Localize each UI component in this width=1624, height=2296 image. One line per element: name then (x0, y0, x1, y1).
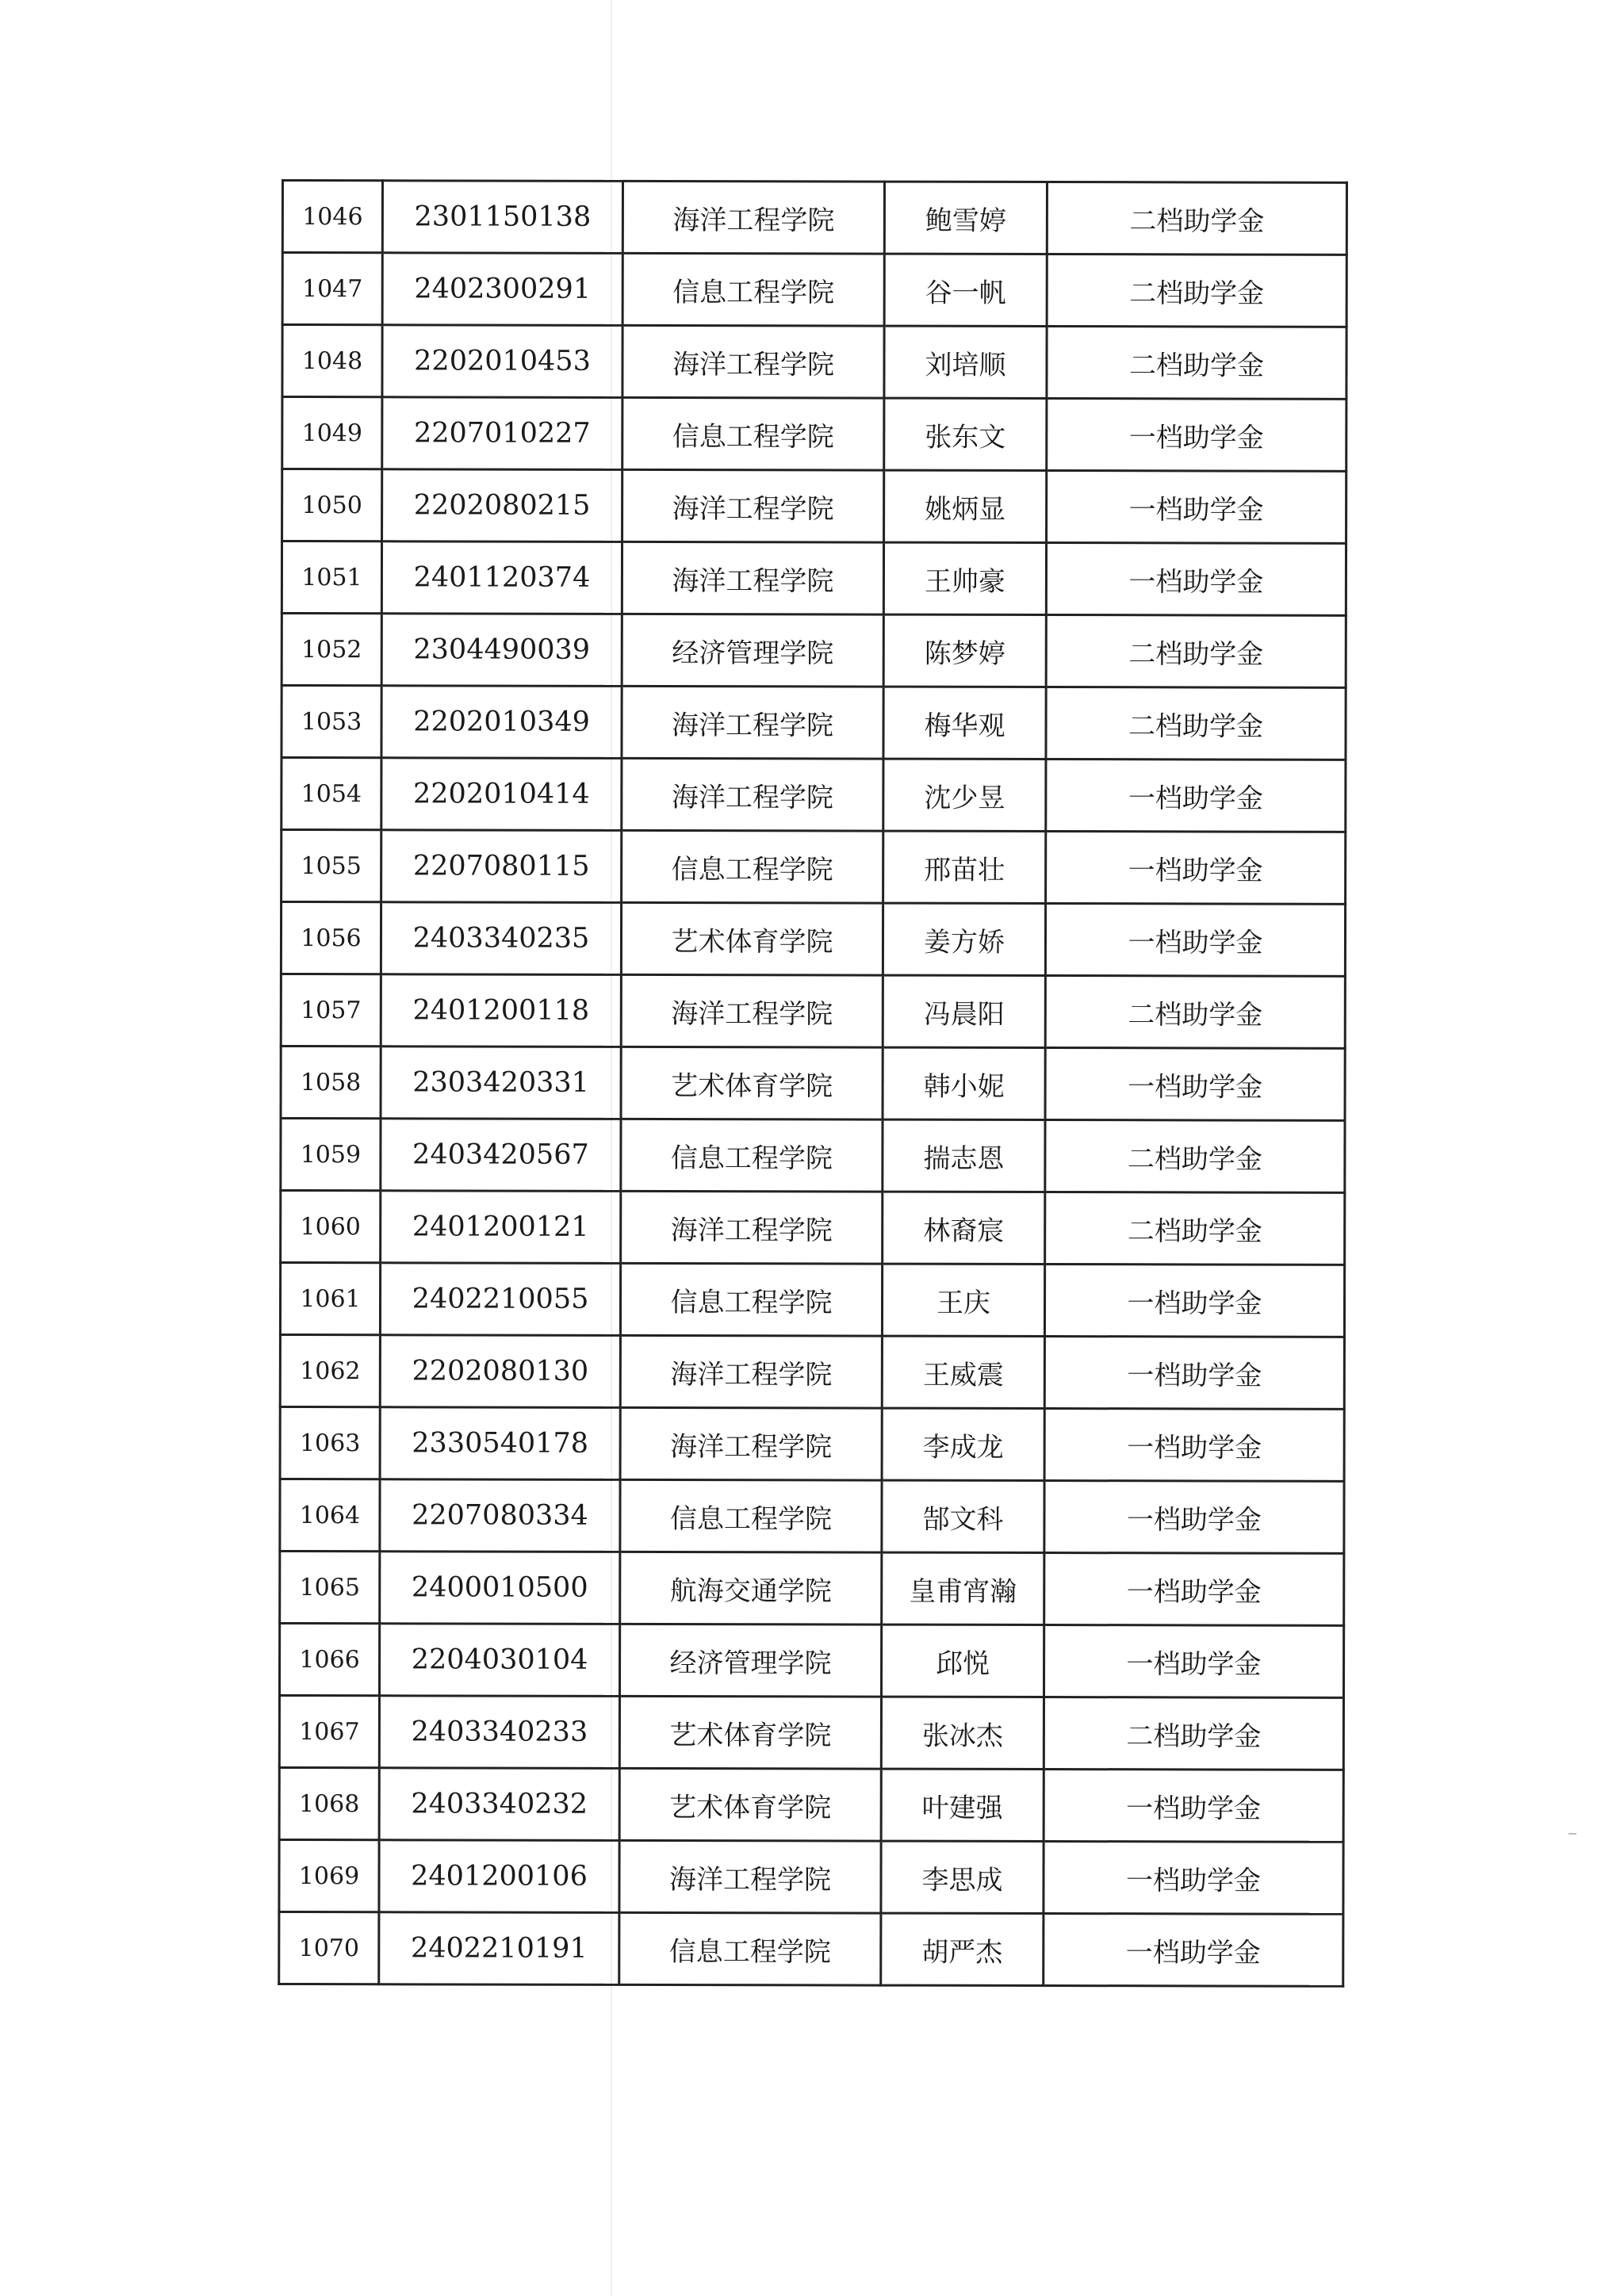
student-name-cell: 邢苗壮 (883, 831, 1046, 903)
grant-level-cell: 一档助学金 (1045, 904, 1345, 977)
student-id-cell: 2303420331 (381, 1047, 621, 1119)
college-cell: 海洋工程学院 (622, 181, 884, 254)
student-name-cell: 张冰杰 (881, 1697, 1044, 1769)
table-row (279, 1767, 1343, 1842)
grant-level-cell: 一档助学金 (1044, 1265, 1344, 1337)
college-cell: 海洋工程学院 (622, 469, 884, 542)
serial-number-cell: 1056 (281, 902, 381, 974)
student-id-cell: 2204030104 (379, 1624, 619, 1697)
student-id-cell: 2330540178 (380, 1407, 620, 1480)
table-row (280, 1335, 1344, 1410)
serial-number-cell: 1068 (279, 1767, 379, 1839)
table-row (280, 1406, 1344, 1481)
student-name-cell: 谷一帆 (884, 254, 1047, 326)
table-row (281, 1047, 1345, 1121)
student-id-cell: 2403340233 (379, 1696, 619, 1769)
student-name-cell: 鲍雪婷 (884, 182, 1047, 254)
table-row (282, 758, 1346, 832)
serial-number-cell: 1061 (280, 1263, 380, 1335)
grant-table-body (279, 181, 1347, 1987)
college-cell: 海洋工程学院 (622, 758, 883, 831)
student-id-cell: 2401120374 (381, 541, 622, 614)
serial-number-cell: 1064 (280, 1479, 380, 1551)
college-cell: 海洋工程学院 (622, 541, 883, 614)
serial-number-cell: 1065 (280, 1551, 380, 1623)
student-name-cell: 梅华观 (883, 687, 1046, 759)
student-name-cell: 郜文科 (882, 1480, 1044, 1552)
student-name-cell: 邱悦 (881, 1624, 1044, 1697)
table-row (282, 253, 1346, 327)
serial-number-cell: 1051 (282, 541, 381, 614)
grant-level-cell: 二档助学金 (1046, 687, 1346, 760)
serial-number-cell: 1069 (279, 1839, 379, 1911)
college-cell: 艺术体育学院 (621, 1047, 883, 1119)
grant-level-cell: 一档助学金 (1046, 543, 1346, 616)
grant-level-cell: 一档助学金 (1044, 1553, 1344, 1626)
student-id-cell: 2403340235 (381, 902, 621, 975)
grant-level-cell: 一档助学金 (1047, 471, 1346, 544)
student-id-cell: 2301150138 (382, 181, 622, 254)
serial-number-cell: 1063 (280, 1406, 380, 1479)
student-name-cell: 叶建强 (881, 1769, 1044, 1841)
grant-level-cell: 一档助学金 (1046, 760, 1346, 832)
student-name-cell: 韩小妮 (883, 1047, 1045, 1119)
serial-number-cell: 1055 (282, 830, 381, 902)
college-cell: 海洋工程学院 (622, 325, 884, 398)
student-id-cell: 2402300291 (382, 253, 622, 326)
student-id-cell: 2403340232 (379, 1768, 619, 1841)
serial-number-cell: 1049 (282, 397, 382, 469)
student-id-cell: 2207080334 (380, 1479, 620, 1552)
college-cell: 航海交通学院 (620, 1552, 882, 1624)
table-row (282, 469, 1346, 544)
grant-level-cell: 一档助学金 (1044, 1914, 1343, 1987)
serial-number-cell: 1047 (282, 253, 382, 325)
student-id-cell: 2202080130 (380, 1335, 620, 1408)
table-row (281, 1191, 1345, 1265)
table-row (279, 1911, 1343, 1986)
student-name-cell: 沈少昱 (883, 759, 1046, 831)
grant-level-cell: 二档助学金 (1045, 1120, 1345, 1193)
student-name-cell: 陈梦婷 (883, 614, 1046, 687)
student-name-cell: 皇甫宵瀚 (882, 1552, 1044, 1624)
student-name-cell: 王帅豪 (883, 542, 1046, 614)
student-id-cell: 2207080115 (381, 830, 622, 903)
grant-level-cell: 一档助学金 (1044, 1625, 1343, 1698)
college-cell: 海洋工程学院 (620, 1335, 882, 1408)
student-id-cell: 2202080215 (382, 469, 622, 542)
scanned-page (278, 179, 1334, 1988)
student-name-cell: 胡严杰 (881, 1913, 1044, 1985)
student-id-cell: 2401200106 (379, 1840, 619, 1913)
student-name-cell: 林裔宸 (883, 1192, 1045, 1264)
student-id-cell: 2207010227 (382, 397, 622, 470)
grant-level-cell: 一档助学金 (1044, 1409, 1344, 1482)
grant-level-cell: 二档助学金 (1046, 615, 1346, 688)
student-name-cell: 李思成 (881, 1841, 1044, 1913)
table-row (280, 1551, 1344, 1625)
grant-level-cell: 一档助学金 (1044, 1481, 1344, 1554)
serial-number-cell: 1054 (282, 758, 381, 830)
table-row (279, 1839, 1343, 1914)
student-id-cell: 2403420567 (381, 1119, 621, 1192)
college-cell: 经济管理学院 (622, 614, 883, 687)
college-cell: 信息工程学院 (621, 1119, 883, 1192)
student-id-cell: 2402210191 (379, 1912, 619, 1985)
grant-level-cell: 二档助学金 (1045, 976, 1345, 1049)
serial-number-cell: 1067 (279, 1695, 379, 1767)
serial-number-cell: 1052 (282, 614, 381, 686)
table-row (281, 902, 1345, 977)
serial-number-cell: 1058 (281, 1047, 381, 1119)
student-id-cell: 2304490039 (381, 614, 622, 687)
student-id-cell: 2401200118 (381, 974, 621, 1047)
college-cell: 信息工程学院 (622, 397, 884, 470)
table-row (282, 325, 1346, 400)
student-id-cell: 2400010500 (380, 1552, 620, 1624)
college-cell: 海洋工程学院 (620, 1407, 882, 1480)
serial-number-cell: 1070 (279, 1911, 379, 1984)
serial-number-cell: 1060 (281, 1191, 381, 1263)
grant-level-cell: 二档助学金 (1047, 254, 1346, 327)
grant-level-cell: 一档助学金 (1045, 1048, 1345, 1121)
student-name-cell: 姜方娇 (883, 903, 1045, 975)
student-name-cell: 揣志恩 (883, 1119, 1045, 1192)
student-name-cell: 冯晨阳 (883, 975, 1045, 1047)
table-row (281, 974, 1345, 1049)
student-name-cell: 姚炳显 (884, 470, 1047, 542)
grant-recipient-table (278, 179, 1348, 1988)
student-id-cell: 2202010414 (381, 758, 622, 831)
serial-number-cell: 1048 (282, 325, 382, 397)
grant-level-cell: 二档助学金 (1047, 182, 1346, 255)
student-id-cell: 2202010453 (382, 325, 622, 398)
student-name-cell: 李成龙 (882, 1408, 1044, 1480)
serial-number-cell: 1057 (281, 974, 381, 1047)
college-cell: 信息工程学院 (622, 253, 884, 326)
grant-level-cell: 一档助学金 (1046, 832, 1346, 905)
student-name-cell: 王庆 (882, 1264, 1044, 1336)
grant-level-cell: 一档助学金 (1047, 399, 1346, 472)
college-cell: 艺术体育学院 (619, 1768, 881, 1841)
table-row (282, 830, 1346, 905)
college-cell: 信息工程学院 (622, 830, 883, 903)
serial-number-cell: 1050 (282, 469, 382, 541)
serial-number-cell: 1053 (282, 686, 381, 758)
college-cell: 经济管理学院 (619, 1624, 881, 1697)
table-row (281, 1119, 1345, 1193)
table-row (280, 1479, 1344, 1553)
college-cell: 艺术体育学院 (621, 902, 883, 975)
college-cell: 海洋工程学院 (621, 1191, 883, 1264)
college-cell: 海洋工程学院 (621, 974, 883, 1047)
table-row (282, 541, 1346, 616)
table-row (280, 1263, 1344, 1337)
serial-number-cell: 1059 (281, 1119, 381, 1191)
grant-level-cell: 二档助学金 (1044, 1697, 1343, 1770)
college-cell: 信息工程学院 (620, 1263, 882, 1336)
student-name-cell: 张东文 (884, 398, 1047, 470)
student-name-cell: 刘培顺 (884, 326, 1047, 398)
student-id-cell: 2402210055 (380, 1263, 620, 1336)
grant-level-cell: 二档助学金 (1045, 1192, 1345, 1265)
serial-number-cell: 1046 (282, 181, 382, 253)
grant-level-cell: 一档助学金 (1044, 1337, 1344, 1410)
serial-number-cell: 1066 (279, 1623, 379, 1695)
student-id-cell: 2202010349 (381, 686, 622, 759)
college-cell: 信息工程学院 (619, 1912, 881, 1985)
table-row (282, 397, 1346, 472)
grant-level-cell: 二档助学金 (1047, 327, 1346, 400)
college-cell: 海洋工程学院 (619, 1840, 881, 1913)
scan-edge-mark (1568, 1833, 1576, 1835)
grant-level-cell: 一档助学金 (1044, 1770, 1343, 1843)
student-id-cell: 2401200121 (381, 1191, 621, 1264)
grant-level-cell: 一档助学金 (1044, 1842, 1343, 1915)
table-row (279, 1623, 1343, 1697)
college-cell: 海洋工程学院 (622, 686, 883, 759)
college-cell: 艺术体育学院 (619, 1696, 881, 1769)
table-row (279, 1695, 1343, 1770)
college-cell: 信息工程学院 (620, 1479, 882, 1552)
table-row (282, 614, 1346, 688)
serial-number-cell: 1062 (280, 1335, 380, 1407)
table-row (282, 686, 1346, 760)
student-name-cell: 王威震 (882, 1336, 1044, 1408)
table-row (282, 181, 1346, 255)
